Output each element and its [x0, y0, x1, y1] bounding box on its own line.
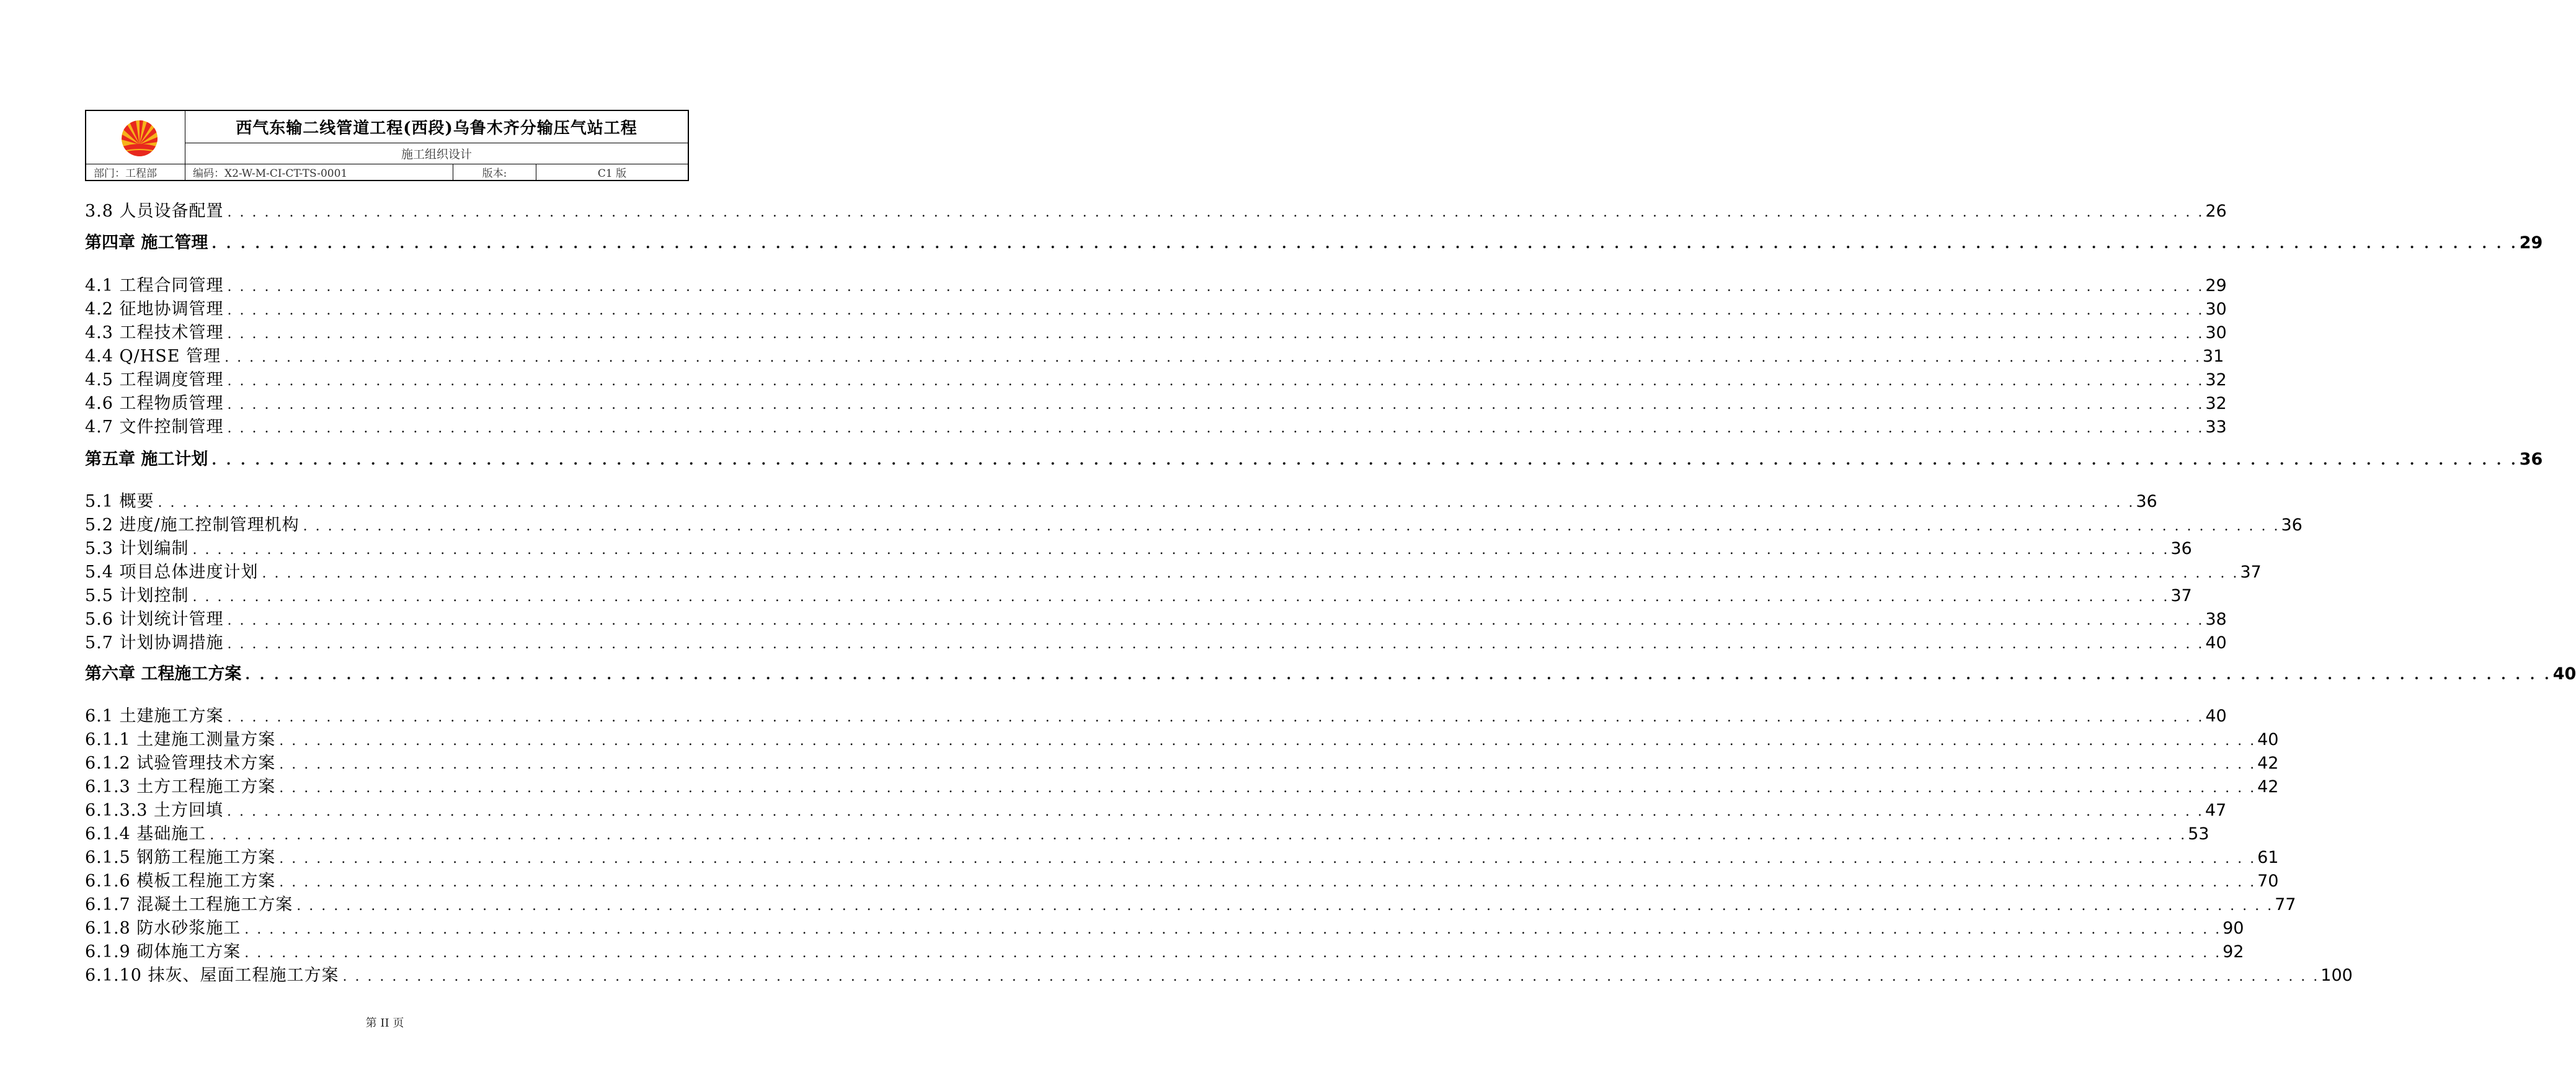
toc-entry-label: 4.3 工程技术管理	[85, 323, 224, 342]
toc-entry-label: 第四章 施工管理	[85, 233, 208, 252]
toc-entry-page: 36	[2170, 539, 2192, 558]
toc-leader-dots: . . . . . . . . . . . . . . . . . . . . . . . . . . . . . . . . . . . . . . . . . . . . . . . . . . . . . . . . . . . . . . . . . . . . . . . . . . . . . . . . . . . . . . . . . . . . . . . . . . . . . . . . . . . . . . . . . . . . . . . . . . . . . . . . . . . . . . . . . . . . . . . . . . . . . . . . . . . . . . . .	[158, 495, 2135, 511]
toc-entry-page: 32	[2205, 394, 2227, 413]
toc-section-entry[interactable]	[85, 558, 2262, 582]
toc-entry-label: 第五章 施工计划	[85, 450, 208, 469]
toc-leader-dots: . . . . . . . . . . . . . . . . . . . . . . . . . . . . . . . . . . . . . . . . . . . . . . . . . . . . . . . . . . . . . . . . . . . . . . . . . . . . . . . . . . . . . . . . . . . . . . . . . . . . . . . . . . . . . . . . . . . . . . . . . . . . . . . . . . . . . . . . . . . . . . . . . . . . . . . . . . . . . . . .	[279, 851, 2257, 867]
toc-section-entry[interactable]	[85, 295, 2227, 319]
toc-entry-page: 37	[2170, 586, 2192, 605]
toc-section-entry[interactable]	[85, 938, 2244, 962]
toc-entry-label: 5.3 计划编制	[85, 539, 189, 558]
toc-leader-dots: . . . . . . . . . . . . . . . . . . . . . . . . . . . . . . . . . . . . . . . . . . . . . . . . . . . . . . . . . . . . . . . . . . . . . . . . . . . . . . . . . . . . . . . . . . . . . . . . . . . . . . . . . . . . . . . . . . . . . . . . . . . . . . . . . . . . . . . . . . . . . . . . . . . . . . . . . . . . . . . .	[227, 326, 2205, 342]
toc-entry-page: 32	[2205, 370, 2227, 390]
toc-section-entry[interactable]	[85, 488, 2157, 512]
toc-entry-label: 4.7 文件控制管理	[85, 417, 224, 437]
toc-entry-label: 5.4 项目总体进度计划	[85, 563, 259, 582]
toc-entry-page: 40	[2552, 664, 2576, 684]
toc-leader-dots: . . . . . . . . . . . . . . . . . . . . . . . . . . . . . . . . . . . . . . . . . . . . . . . . . . . . . . . . . . . . . . . . . . . . . . . . . . . . . . . . . . . . . . . . . . . . . . . . . . . . . . . . . . . . . . . . . . . . . . . . . . . . . . . . . . . . . . . . . . . . . . . . . . . . . . . . . . . . . . . .	[342, 969, 2320, 984]
toc-entry-page: 61	[2257, 848, 2279, 867]
page-number: 第 II 页	[365, 1017, 404, 1030]
toc-entry-label: 6.1 土建施工方案	[85, 707, 224, 726]
document-header	[85, 110, 689, 181]
toc-section-entry[interactable]	[85, 914, 2244, 939]
toc-entry-page: 36	[2281, 515, 2303, 535]
toc-chapter-entry[interactable]	[85, 229, 2543, 253]
toc-section-entry[interactable]	[85, 773, 2279, 797]
toc-entry-label: 4.1 工程合同管理	[85, 276, 224, 295]
toc-leader-dots: . . . . . . . . . . . . . . . . . . . . . . . . . . . . . . . . . . . . . . . . . . . . . . . . . . . . . . . . . . . . . . . . . . . . . . . . . . . . . . . . . . . . . . . . . . . . . . . . . . . . . . . . . . . . . . . . . . . . . . . . . . . . . . . . . . . . . . . . . . . . . . . . . . . . . . . . . . . . . . . .	[211, 452, 2518, 468]
toc-leader-dots: . . . . . . . . . . . . . . . . . . . . . . . . . . . . . . . . . . . . . . . . . . . . . . . . . . . . . . . . . . . . . . . . . . . . . . . . . . . . . . . . . . . . . . . . . . . . . . . . . . . . . . . . . . . . . . . . . . . . . . . . . . . . . . . . . . . . . . . . . . . . . . . . . . . . . . . . . . . . . . . .	[224, 350, 2201, 365]
department-field: 部门：工程部	[86, 164, 185, 180]
toc-section-entry[interactable]	[85, 961, 2353, 986]
toc-section-entry[interactable]	[85, 867, 2279, 891]
toc-entry-page: 31	[2202, 347, 2224, 366]
toc-entry-page: 30	[2205, 323, 2227, 342]
toc-entry-page: 33	[2205, 417, 2227, 437]
toc-leader-dots: . . . . . . . . . . . . . . . . . . . . . . . . . . . . . . . . . . . . . . . . . . . . . . . . . . . . . . . . . . . . . . . . . . . . . . . . . . . . . . . . . . . . . . . . . . . . . . . . . . . . . . . . . . . . . . . . . . . . . . . . . . . . . . . . . . . . . . . . . . . . . . . . . . . . . . . . . . . . . . . .	[192, 542, 2170, 558]
toc-section-entry[interactable]	[85, 535, 2192, 559]
toc-entry-label: 4.5 工程调度管理	[85, 370, 224, 390]
toc-chapter-entry[interactable]	[85, 660, 2576, 684]
toc-leader-dots: . . . . . . . . . . . . . . . . . . . . . . . . . . . . . . . . . . . . . . . . . . . . . . . . . . . . . . . . . . . . . . . . . . . . . . . . . . . . . . . . . . . . . . . . . . . . . . . . . . . . . . . . . . . . . . . . . . . . . . . . . . . . . . . . . . . . . . . . . . . . . . . . . . . . . . . . . . . . . . . .	[210, 827, 2187, 843]
toc-entry-page: 40	[2257, 730, 2279, 749]
document-title: 西气东输二线管道工程(西段)乌鲁木齐分输压气站工程	[185, 111, 688, 143]
toc-section-entry[interactable]	[85, 272, 2227, 296]
toc-leader-dots: . . . . . . . . . . . . . . . . . . . . . . . . . . . . . . . . . . . . . . . . . . . . . . . . . . . . . . . . . . . . . . . . . . . . . . . . . . . . . . . . . . . . . . . . . . . . . . . . . . . . . . . . . . . . . . . . . . . . . . . . . . . . . . . . . . . . . . . . . . . . . . . . . . . . . . . . . . . . . . . .	[192, 589, 2170, 605]
toc-entry-label: 5.1 概要	[85, 492, 154, 511]
toc-leader-dots: . . . . . . . . . . . . . . . . . . . . . . . . . . . . . . . . . . . . . . . . . . . . . . . . . . . . . . . . . . . . . . . . . . . . . . . . . . . . . . . . . . . . . . . . . . . . . . . . . . . . . . . . . . . . . . . . . . . . . . . . . . . . . . . . . . . . . . . . . . . . . . . . . . . . . . . . . . . . . . . .	[244, 945, 2222, 961]
toc-leader-dots: . . . . . . . . . . . . . . . . . . . . . . . . . . . . . . . . . . . . . . . . . . . . . . . . . . . . . . . . . . . . . . . . . . . . . . . . . . . . . . . . . . . . . . . . . . . . . . . . . . . . . . . . . . . . . . . . . . . . . . . . . . . . . . . . . . . . . . . . . . . . . . . . . . . . . . . . . . . . . . . .	[279, 757, 2257, 772]
toc-section-entry[interactable]	[85, 749, 2279, 774]
toc-entry-page: 100	[2321, 966, 2353, 985]
header-info-row	[86, 164, 688, 180]
toc-entry-page: 36	[2519, 450, 2543, 469]
toc-leader-dots: . . . . . . . . . . . . . . . . . . . . . . . . . . . . . . . . . . . . . . . . . . . . . . . . . . . . . . . . . . . . . . . . . . . . . . . . . . . . . . . . . . . . . . . . . . . . . . . . . . . . . . . . . . . . . . . . . . . . . . . . . . . . . . . . . . . . . . . . . . . . . . . . . . . . . . . . . . . . . . . .	[262, 566, 2239, 581]
toc-section-entry[interactable]	[85, 511, 2303, 535]
toc-section-entry[interactable]	[85, 390, 2227, 414]
toc-section-entry[interactable]	[85, 197, 2227, 221]
toc-leader-dots: . . . . . . . . . . . . . . . . . . . . . . . . . . . . . . . . . . . . . . . . . . . . . . . . . . . . . . . . . . . . . . . . . . . . . . . . . . . . . . . . . . . . . . . . . . . . . . . . . . . . . . . . . . . . . . . . . . . . . . . . . . . . . . . . . . . . . . . . . . . . . . . . . . . . . . . . . . . . . . . .	[227, 397, 2205, 412]
toc-leader-dots: . . . . . . . . . . . . . . . . . . . . . . . . . . . . . . . . . . . . . . . . . . . . . . . . . . . . . . . . . . . . . . . . . . . . . . . . . . . . . . . . . . . . . . . . . . . . . . . . . . . . . . . . . . . . . . . . . . . . . . . . . . . . . . . . . . . . . . . . . . . . . . . . . . . . . . . . . . . . . . . .	[227, 279, 2205, 295]
toc-section-entry[interactable]	[85, 726, 2279, 750]
toc-leader-dots: . . . . . . . . . . . . . . . . . . . . . . . . . . . . . . . . . . . . . . . . . . . . . . . . . . . . . . . . . . . . . . . . . . . . . . . . . . . . . . . . . . . . . . . . . . . . . . . . . . . . . . . . . . . . . . . . . . . . . . . . . . . . . . . . . . . . . . . . . . . . . . . . . . . . . . . . . . . . . . . .	[245, 667, 2552, 683]
toc-entry-label: 6.1.1 土建施工测量方案	[85, 730, 276, 749]
toc-section-entry[interactable]	[85, 844, 2279, 868]
toc-leader-dots: . . . . . . . . . . . . . . . . . . . . . . . . . . . . . . . . . . . . . . . . . . . . . . . . . . . . . . . . . . . . . . . . . . . . . . . . . . . . . . . . . . . . . . . . . . . . . . . . . . . . . . . . . . . . . . . . . . . . . . . . . . . . . . . . . . . . . . . . . . . . . . . . . . . . . . . . . . . . . . . .	[244, 922, 2222, 937]
toc-section-entry[interactable]	[85, 582, 2192, 606]
toc-section-entry[interactable]	[85, 629, 2227, 653]
toc-leader-dots: . . . . . . . . . . . . . . . . . . . . . . . . . . . . . . . . . . . . . . . . . . . . . . . . . . . . . . . . . . . . . . . . . . . . . . . . . . . . . . . . . . . . . . . . . . . . . . . . . . . . . . . . . . . . . . . . . . . . . . . . . . . . . . . . . . . . . . . . . . . . . . . . . . . . . . . . . . . . . . . .	[227, 804, 2204, 819]
toc-entry-page: 42	[2257, 754, 2279, 773]
toc-entry-page: 37	[2240, 563, 2262, 582]
toc-section-entry[interactable]	[85, 796, 2227, 821]
document-subtitle: 施工组织设计	[401, 148, 472, 161]
toc-section-entry[interactable]	[85, 891, 2296, 915]
toc-entry-label: 6.1.9 砌体施工方案	[85, 942, 241, 961]
toc-entry-page: 42	[2257, 777, 2279, 796]
toc-section-entry[interactable]	[85, 820, 2210, 844]
toc-entry-page: 40	[2205, 707, 2227, 726]
toc-entry-label: 3.8 人员设备配置	[85, 202, 224, 221]
toc-leader-dots: . . . . . . . . . . . . . . . . . . . . . . . . . . . . . . . . . . . . . . . . . . . . . . . . . . . . . . . . . . . . . . . . . . . . . . . . . . . . . . . . . . . . . . . . . . . . . . . . . . . . . . . . . . . . . . . . . . . . . . . . . . . . . . . . . . . . . . . . . . . . . . . . . . . . . . . . . . . . . . . .	[227, 205, 2205, 220]
toc-leader-dots: . . . . . . . . . . . . . . . . . . . . . . . . . . . . . . . . . . . . . . . . . . . . . . . . . . . . . . . . . . . . . . . . . . . . . . . . . . . . . . . . . . . . . . . . . . . . . . . . . . . . . . . . . . . . . . . . . . . . . . . . . . . . . . . . . . . . . . . . . . . . . . . . . . . . . . . . . . . . . . . .	[296, 898, 2274, 914]
toc-entry-page: 36	[2136, 492, 2157, 511]
toc-entry-label: 5.7 计划协调措施	[85, 633, 224, 653]
toc-leader-dots: . . . . . . . . . . . . . . . . . . . . . . . . . . . . . . . . . . . . . . . . . . . . . . . . . . . . . . . . . . . . . . . . . . . . . . . . . . . . . . . . . . . . . . . . . . . . . . . . . . . . . . . . . . . . . . . . . . . . . . . . . . . . . . . . . . . . . . . . . . . . . . . . . . . . . . . . . . . . . . . .	[227, 613, 2205, 628]
toc-entry-label: 6.1.10 抹灰、屋面工程施工方案	[85, 966, 339, 985]
toc-entry-page: 90	[2223, 919, 2244, 938]
toc-entry-page: 38	[2205, 610, 2227, 629]
version-value: C1 版	[597, 167, 627, 180]
toc-leader-dots: . . . . . . . . . . . . . . . . . . . . . . . . . . . . . . . . . . . . . . . . . . . . . . . . . . . . . . . . . . . . . . . . . . . . . . . . . . . . . . . . . . . . . . . . . . . . . . . . . . . . . . . . . . . . . . . . . . . . . . . . . . . . . . . . . . . . . . . . . . . . . . . . . . . . . . . . . . . . . . . .	[211, 236, 2518, 252]
toc-entry-page: 77	[2275, 895, 2296, 914]
toc-leader-dots: . . . . . . . . . . . . . . . . . . . . . . . . . . . . . . . . . . . . . . . . . . . . . . . . . . . . . . . . . . . . . . . . . . . . . . . . . . . . . . . . . . . . . . . . . . . . . . . . . . . . . . . . . . . . . . . . . . . . . . . . . . . . . . . . . . . . . . . . . . . . . . . . . . . . . . . . . . . . . . . .	[303, 519, 2280, 534]
toc-entry-label: 5.6 计划统计管理	[85, 610, 224, 629]
toc-section-entry[interactable]	[85, 702, 2227, 726]
toc-leader-dots: . . . . . . . . . . . . . . . . . . . . . . . . . . . . . . . . . . . . . . . . . . . . . . . . . . . . . . . . . . . . . . . . . . . . . . . . . . . . . . . . . . . . . . . . . . . . . . . . . . . . . . . . . . . . . . . . . . . . . . . . . . . . . . . . . . . . . . . . . . . . . . . . . . . . . . . . . . . . . . . .	[227, 636, 2205, 652]
toc-entry-page: 29	[2519, 233, 2543, 252]
toc-entry-label: 6.1.8 防水砂浆施工	[85, 919, 241, 938]
toc-leader-dots: . . . . . . . . . . . . . . . . . . . . . . . . . . . . . . . . . . . . . . . . . . . . . . . . . . . . . . . . . . . . . . . . . . . . . . . . . . . . . . . . . . . . . . . . . . . . . . . . . . . . . . . . . . . . . . . . . . . . . . . . . . . . . . . . . . . . . . . . . . . . . . . . . . . . . . . . . . . . . . . .	[227, 710, 2205, 725]
toc-leader-dots: . . . . . . . . . . . . . . . . . . . . . . . . . . . . . . . . . . . . . . . . . . . . . . . . . . . . . . . . . . . . . . . . . . . . . . . . . . . . . . . . . . . . . . . . . . . . . . . . . . . . . . . . . . . . . . . . . . . . . . . . . . . . . . . . . . . . . . . . . . . . . . . . . . . . . . . . . . . . . . . .	[279, 780, 2257, 796]
toc-entry-page: 40	[2205, 633, 2227, 653]
toc-entry-label: 5.5 计划控制	[85, 586, 189, 605]
toc-leader-dots: . . . . . . . . . . . . . . . . . . . . . . . . . . . . . . . . . . . . . . . . . . . . . . . . . . . . . . . . . . . . . . . . . . . . . . . . . . . . . . . . . . . . . . . . . . . . . . . . . . . . . . . . . . . . . . . . . . . . . . . . . . . . . . . . . . . . . . . . . . . . . . . . . . . . . . . . . . . . . . . .	[279, 733, 2257, 749]
petrochina-logo-icon	[121, 120, 158, 157]
toc-entry-page: 30	[2205, 300, 2227, 319]
toc-entry-label: 6.1.2 试验管理技术方案	[85, 754, 276, 773]
toc-entry-label: 6.1.7 混凝土工程施工方案	[85, 895, 293, 914]
toc-entry-page: 29	[2205, 276, 2227, 295]
logo-cell	[86, 111, 185, 164]
toc-entry-label: 6.1.4 基础施工	[85, 824, 207, 844]
toc-entry-label: 6.1.3 土方工程施工方案	[85, 777, 276, 796]
toc-entry-label: 4.2 征地协调管理	[85, 300, 224, 319]
toc-entry-page: 53	[2188, 824, 2210, 844]
toc-section-entry[interactable]	[85, 413, 2227, 437]
toc-section-entry[interactable]	[85, 605, 2227, 630]
version-label: 版本:	[453, 164, 536, 180]
toc-leader-dots: . . . . . . . . . . . . . . . . . . . . . . . . . . . . . . . . . . . . . . . . . . . . . . . . . . . . . . . . . . . . . . . . . . . . . . . . . . . . . . . . . . . . . . . . . . . . . . . . . . . . . . . . . . . . . . . . . . . . . . . . . . . . . . . . . . . . . . . . . . . . . . . . . . . . . . . . . . . . . . . .	[227, 421, 2205, 436]
toc-leader-dots: . . . . . . . . . . . . . . . . . . . . . . . . . . . . . . . . . . . . . . . . . . . . . . . . . . . . . . . . . . . . . . . . . . . . . . . . . . . . . . . . . . . . . . . . . . . . . . . . . . . . . . . . . . . . . . . . . . . . . . . . . . . . . . . . . . . . . . . . . . . . . . . . . . . . . . . . . . . . . . . .	[227, 303, 2205, 318]
toc-entry-label: 5.2 进度/施工控制管理机构	[85, 515, 300, 535]
toc-entry-page: 92	[2223, 942, 2244, 961]
toc-entry-page: 70	[2257, 872, 2279, 891]
toc-entry-label: 6.1.3.3 土方回填	[85, 801, 224, 820]
toc-leader-dots: . . . . . . . . . . . . . . . . . . . . . . . . . . . . . . . . . . . . . . . . . . . . . . . . . . . . . . . . . . . . . . . . . . . . . . . . . . . . . . . . . . . . . . . . . . . . . . . . . . . . . . . . . . . . . . . . . . . . . . . . . . . . . . . . . . . . . . . . . . . . . . . . . . . . . . . . . . . . . . . .	[227, 373, 2205, 389]
toc-entry-page: 47	[2205, 801, 2227, 820]
toc-section-entry[interactable]	[85, 366, 2227, 390]
toc-entry-label: 4.6 工程物质管理	[85, 394, 224, 413]
toc-entry-label: 4.4 Q/HSE 管理	[85, 347, 221, 366]
toc-entry-label: 6.1.6 模板工程施工方案	[85, 872, 276, 891]
toc-entry-label: 6.1.5 钢筋工程施工方案	[85, 848, 276, 867]
toc-section-entry[interactable]	[85, 342, 2224, 367]
toc-leader-dots: . . . . . . . . . . . . . . . . . . . . . . . . . . . . . . . . . . . . . . . . . . . . . . . . . . . . . . . . . . . . . . . . . . . . . . . . . . . . . . . . . . . . . . . . . . . . . . . . . . . . . . . . . . . . . . . . . . . . . . . . . . . . . . . . . . . . . . . . . . . . . . . . . . . . . . . . . . . . . . . .	[279, 875, 2257, 890]
document-code-field: 编码：X2-W-M-CI-CT-TS-0001	[185, 164, 453, 180]
toc-entry-label: 第六章 工程施工方案	[85, 664, 242, 684]
toc-entry-page: 26	[2205, 202, 2227, 221]
toc-chapter-entry[interactable]	[85, 445, 2543, 470]
toc-section-entry[interactable]	[85, 319, 2227, 343]
